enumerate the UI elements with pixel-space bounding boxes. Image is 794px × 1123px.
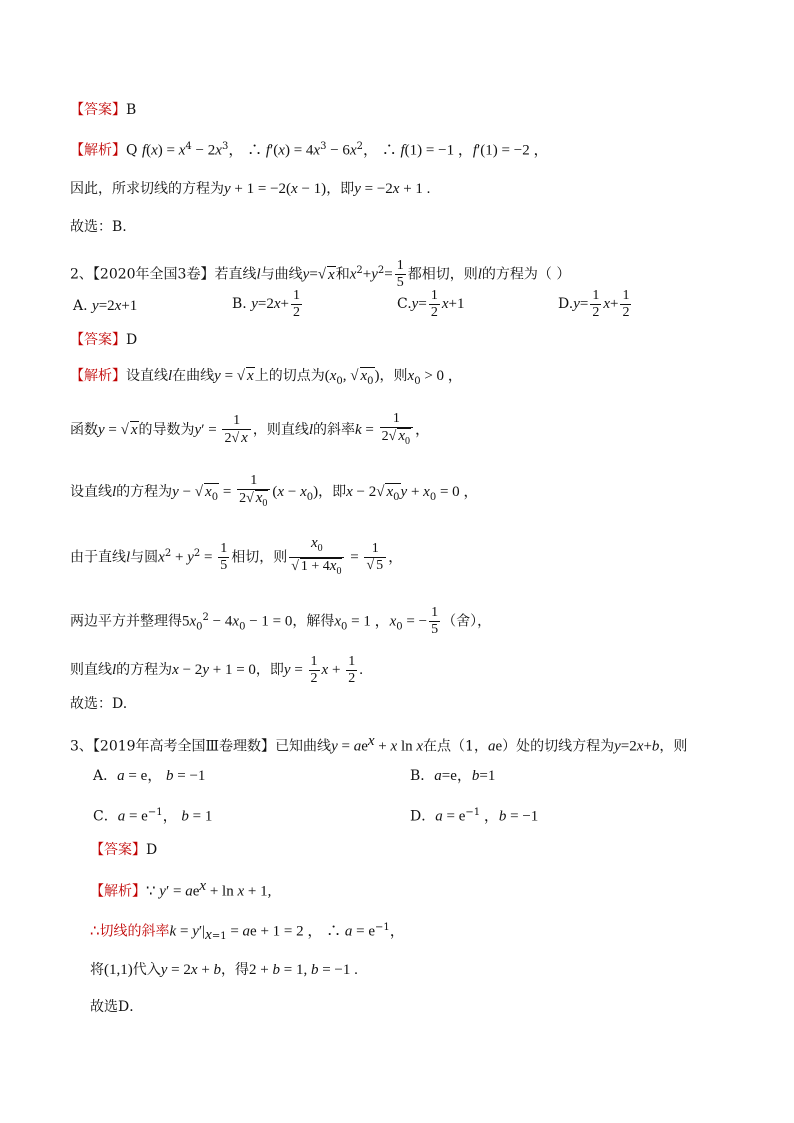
option-label: D． [410,808,436,825]
analysis-tag: 【解析】 [70,368,126,384]
text: （舍）， [442,613,492,630]
text: 若直线 [214,266,257,283]
text: 上的切点为 [254,368,325,384]
analysis-tag: 【解析】 [90,883,146,900]
q2-option-a[interactable]: A. y=2x+1 [73,298,138,314]
q2-analysis-line-1: 【解析】设直线l在曲线y = √ x上的切点为($x_0$, √ $x_0$)，则$x_0 > 0$ ， [70,368,463,387]
answer-value: D [126,332,138,348]
text: 则直线 [70,662,112,678]
answer-value: D [146,842,158,858]
text: 的方程为（ ） [481,266,571,283]
q3-option-b[interactable]: B．a=e，b=1 [410,768,496,784]
q1-analysis-line-2: 因此，所求切线的方程为y + 1 = −2(x − 1)，即y = −2x + 1 . [70,181,431,197]
answer-tag: 【答案】 [70,332,126,348]
option-label: C． [93,808,118,825]
text: 由于直线 [70,549,126,566]
text: 的方程为 [116,484,173,500]
answer-tag: 【答案】 [70,102,126,118]
q1-answer-line [70,100,136,120]
text: 和 [335,266,350,283]
q3-analysis-line-3: 将(1,1)代入y = 2x + b，得2 + b = 1, b = −1 . [90,962,358,978]
text: ，则 [659,738,688,755]
text: 在曲线 [172,368,215,384]
q3-analysis-line-2: ∴切线的斜率$k = y'|_{x=1}$ = ae + 1 = 2 ， ∴ $a = e^{-1}$， [90,922,405,944]
question-source: 【2020年全国3卷】 [92,266,215,283]
q2-answer-line [70,330,137,350]
question-number: 2、 [70,266,93,283]
option-label: C. [397,296,412,312]
q2-analysis-line-4: 由于直线l与圆$x^2 + y^2$ = $\frac{1}{5}$ 相切，则 $\frac{x_0}{√ 1 + 4x_0}$ = $\frac{1}{√ 5}$ ， [70,535,404,577]
text: ，即 [318,484,347,500]
text: 的导数为 [138,422,195,438]
q3-conclusion: 故选D． [90,999,144,1015]
text: ，则 [379,368,408,384]
text: ，则直线 [252,422,309,438]
text: 设直线 [126,368,168,384]
q2-analysis-line-6: 则直线l的方程为x − 2y + 1 = 0，即y = $\frac{1}{2}$ x + $\frac{1}{2}$ . [70,653,363,686]
q2-option-b[interactable]: B. y=2x+ $\frac{1}{2}$ [232,287,300,320]
text: 代入 [132,962,161,978]
text: 两边平方并整理得 [70,613,182,630]
q3-answer-line [90,840,157,860]
text: 函数 [70,422,98,438]
q2-analysis-line-5: 两边平方并整理得$5x_0^2 - 4x_0 - 1 = 0$，解得$x_0 = 1$ ，$x_0$ = − $\frac{1}{5}$ （舍）， [70,605,492,638]
q2-stem: 2、【2020年全国3卷】若直线l与曲线y=√ x和$x^2+y^2=$ $\frac{1}{5}$ 都相切，则l的方程为（ ） [70,258,571,291]
question-source: 【2019年高考全国Ⅲ卷理数】 [92,738,276,755]
question-number: 3、 [70,738,93,755]
answer-value: B [126,102,137,118]
text: 因此，所求切线的方程为 [70,181,224,197]
q2-conclusion: 故选：D. [70,696,128,712]
option-label: B. [232,296,247,312]
therefore-symbol: Q [126,142,138,159]
option-label: A. [73,298,88,314]
text: 与曲线 [260,266,303,283]
text: 切线的斜率 [99,923,170,940]
text: 的斜率 [313,422,355,438]
q3-option-a[interactable]: A．a = e， b = −1 [93,768,206,784]
answer-tag: 【答案】 [90,842,146,858]
text: 的方程为 [116,662,173,678]
formula: f [141,142,147,159]
text: ）处的切线方程为 [502,738,615,755]
text: 设直线 [70,484,112,500]
text: 已知曲线 [275,738,332,755]
text: 在点（1， [423,738,488,755]
text: 相切，则 [231,549,288,566]
text: ，解得 [292,613,335,630]
q2-option-d[interactable]: D.y= $\frac{1}{2}$ x+ $\frac{1}{2}$ [558,287,630,320]
q3-option-c[interactable]: C．$a = e^{-1}$， b = 1 [93,807,213,825]
q2-analysis-line-2: 函数y = √ x的导数为y′ = $\frac{1}{2√ x}$ ，则直线l的斜率k = $\frac{1}{2√ x_0}$ ， [70,410,431,447]
q3-stem: 3、【2019年高考全国Ⅲ卷理数】已知曲线$y = ae^x + x$ ln x在点（1，ae）处的切线方程为y=2x+b，则 [70,733,688,755]
q1-conclusion: 故选：B. [70,219,127,235]
option-label: B． [410,768,435,784]
text: 都相切，则 [407,266,478,283]
analysis-tag: 【解析】 [70,142,126,159]
text: ，得 [221,962,250,978]
option-label: A． [93,768,118,784]
fraction: $\frac{1}{5}$ [396,258,404,291]
q3-option-d[interactable]: D．$a = e^{-1}$ ，b = −1 [410,807,539,825]
option-label: D. [558,296,574,312]
q3-analysis-line-1: 【解析】∵ $y' = ae^x + \ln x + 1$, [90,878,272,900]
text: ，即 [326,181,355,197]
text: 将 [90,962,104,978]
q1-analysis-line: 【解析】Q $f(x) = x^4 - 2x^3$， ∴ $f'(x) = 4x^3 - 6x^2$， ∴ f(1) = −1 ，f′(1) = −2 ， [70,141,549,159]
q2-option-c[interactable]: C.y= $\frac{1}{2}$ x+1 [397,287,465,320]
text: 与圆 [130,549,159,566]
text: ，即 [255,662,284,678]
q2-analysis-line-3: 设直线l的方程为y − √ $x_0$ = $\frac{1}{2√ x_0}$ $(x - x_0)$，即x − 2√ $x_0y + x_0 = 0$ ， [70,472,479,509]
